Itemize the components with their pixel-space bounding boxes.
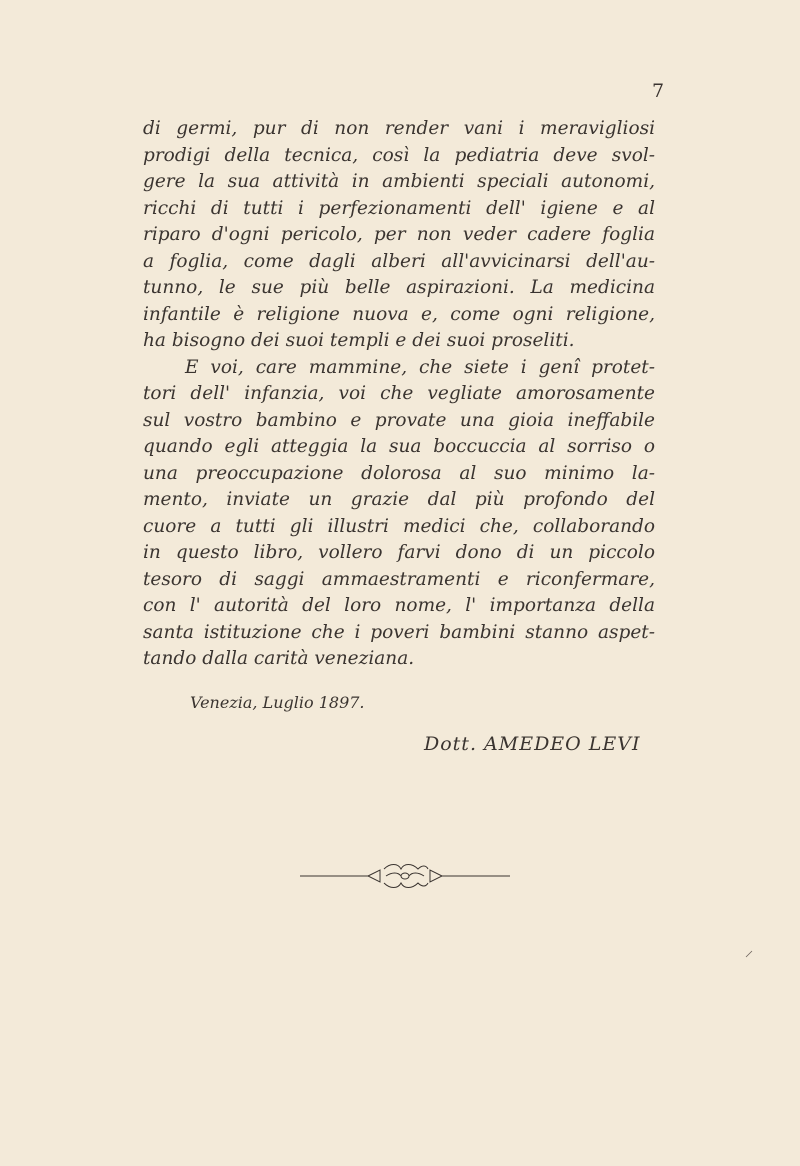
text-line: infantile è religione nuova e, come ogni religione, bbox=[143, 303, 655, 325]
text-line: in questo libro, vollero farvi dono di un piccolo bbox=[143, 542, 655, 563]
place-date: Venezia, Luglio 1897. bbox=[190, 693, 365, 712]
text-line: con l' autorità del loro nome, l' importanza della bbox=[143, 595, 655, 616]
text-line: ricchi di tutti i perfezionamenti dell' igiene e al bbox=[143, 197, 655, 219]
text-line: tori dell' infanzia, voi che vegliate amorosamente bbox=[143, 383, 655, 404]
text-line: prodigi della tecnica, così la pediatria deve svol- bbox=[143, 144, 655, 166]
paragraph-1 bbox=[143, 116, 655, 355]
text-line: tesoro di saggi ammaestramenti e riconfermare, bbox=[143, 568, 655, 590]
text-line: E voi, care mammine, che siete i genî protet- bbox=[185, 356, 655, 378]
decorative-scroll-ornament-icon bbox=[300, 860, 510, 892]
paper-mark-icon bbox=[745, 950, 753, 958]
text-line: gere la sua attività in ambienti speciali autonomi, bbox=[143, 171, 655, 192]
text-line: ha bisogno dei suoi templi e dei suoi proseliti. bbox=[143, 330, 575, 351]
text-line: mento, inviate un grazie dal più profondo del bbox=[143, 489, 655, 510]
text-line: di germi, pur di non render vani i meravigliosi bbox=[143, 118, 655, 139]
text-line: quando egli atteggia la sua boccuccia al sorriso o bbox=[143, 436, 655, 457]
text-line: santa istituzione che i poveri bambini stanno aspet- bbox=[143, 621, 655, 643]
text-line: a foglia, come dagli alberi all'avvicinarsi dell'au- bbox=[143, 250, 655, 272]
text-line: sul vostro bambino e provate una gioia ineffabile bbox=[143, 409, 655, 431]
page-number: 7 bbox=[652, 80, 665, 102]
body-text bbox=[143, 116, 655, 673]
text-line: una preoccupazione dolorosa al suo minimo la- bbox=[143, 462, 655, 484]
paragraph-2 bbox=[143, 355, 655, 673]
text-line: tando dalla carità veneziana. bbox=[143, 648, 415, 669]
text-line: cuore a tutti gli illustri medici che, collaborando bbox=[143, 515, 655, 537]
signature: Dott. AMEDEO LEVI bbox=[424, 733, 641, 755]
text-line: riparo d'ogni pericolo, per non veder cadere foglia bbox=[143, 224, 655, 245]
text-line: tunno, le sue più belle aspirazioni. La medicina bbox=[143, 277, 655, 298]
